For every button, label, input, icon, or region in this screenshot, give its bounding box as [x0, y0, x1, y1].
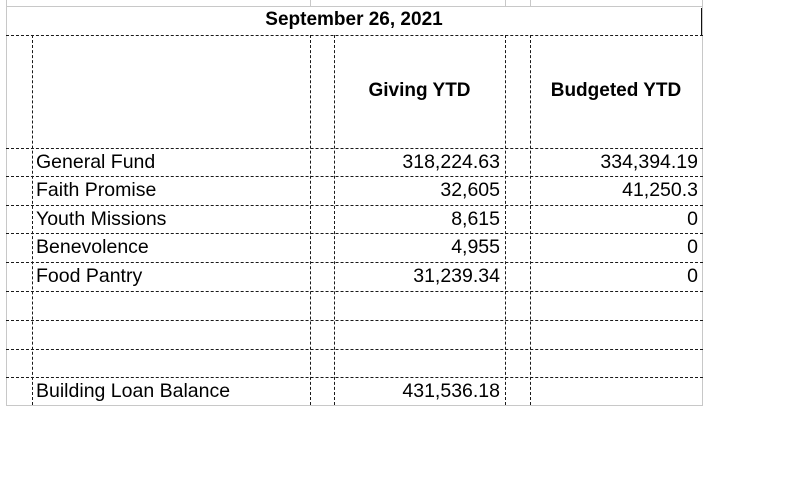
row-label: General Fund	[36, 151, 156, 173]
row-budgeted-value: 0	[687, 265, 698, 287]
header-giving-ytd: Giving YTD	[368, 80, 471, 101]
loan-label: Building Loan Balance	[36, 380, 231, 402]
loan-balance-value: 431,536.18	[402, 380, 500, 402]
column-divider	[310, 35, 311, 405]
row-label: Benevolence	[36, 236, 149, 258]
row-budgeted-value: 0	[687, 236, 698, 258]
row-giving-value: 4,955	[451, 236, 500, 258]
row-divider	[6, 320, 703, 321]
row-divider	[6, 291, 703, 292]
row-divider	[6, 349, 703, 350]
row-budgeted-value: 0	[687, 208, 698, 230]
report-date-title: September 26, 2021	[265, 9, 443, 30]
row-giving-value: 318,224.63	[402, 151, 500, 173]
header-budgeted-ytd: Budgeted YTD	[550, 80, 682, 101]
column-divider	[32, 35, 33, 405]
row-budgeted-value: 334,394.19	[600, 151, 698, 173]
column-divider	[505, 35, 506, 405]
row-giving-value: 31,239.34	[413, 265, 500, 287]
grid-line	[6, 0, 7, 406]
row-giving-value: 32,605	[440, 179, 500, 201]
row-label: Food Pantry	[36, 265, 143, 287]
row-label: Faith Promise	[36, 179, 157, 201]
row-budgeted-value: 41,250.3	[622, 179, 698, 201]
row-giving-value: 8,615	[451, 208, 500, 230]
grid-line	[702, 0, 703, 406]
row-label: Youth Missions	[36, 208, 167, 230]
row-divider	[6, 35, 703, 36]
